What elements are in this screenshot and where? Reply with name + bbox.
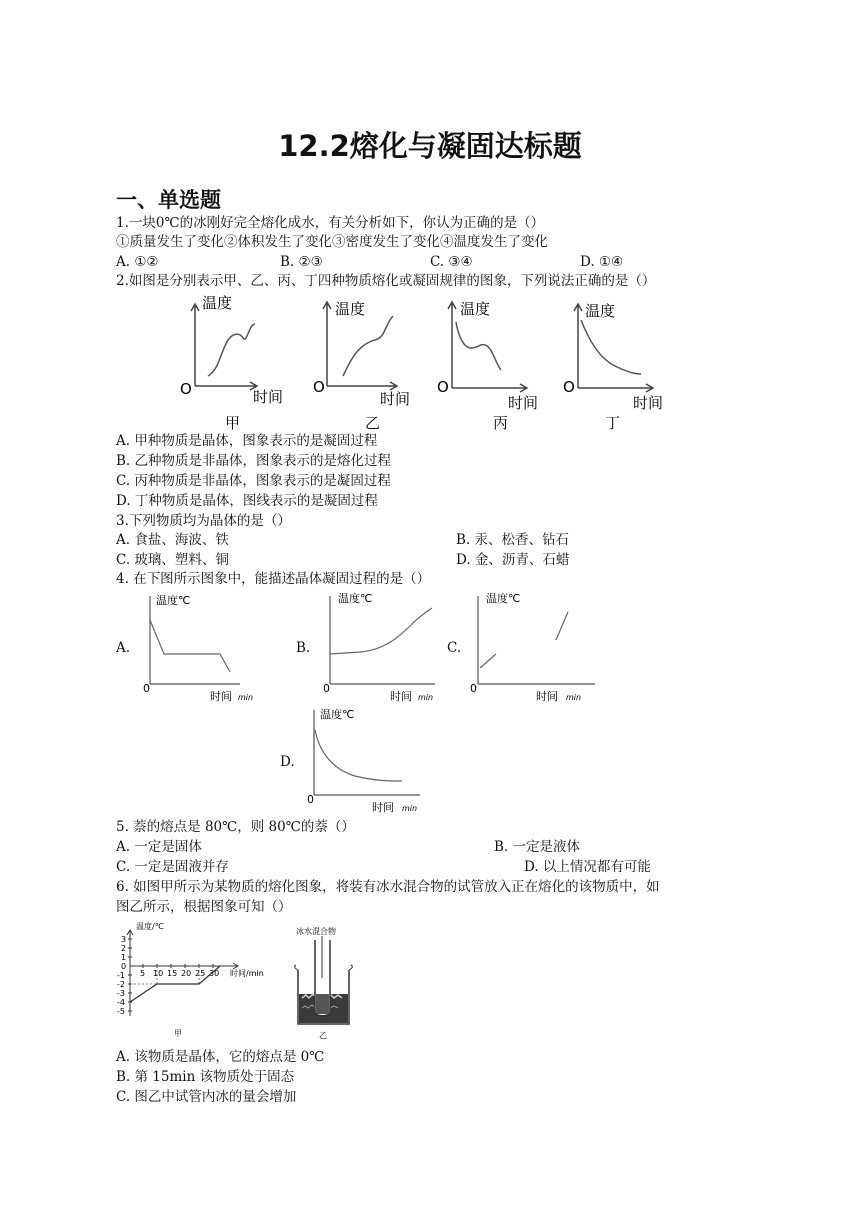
q6-option-a: A. 该物质是晶体，它的熔点是 0℃ xyxy=(116,1049,325,1065)
svg-text:0: 0 xyxy=(470,682,477,695)
q4-stem: 4. 在下图所示图象中，能描述晶体凝固过程的是（） xyxy=(116,571,431,587)
q4-letter-c: C. xyxy=(447,640,462,656)
q4-graph-b xyxy=(323,591,435,703)
q2-caption-yi: 乙 xyxy=(365,414,381,432)
q4-graphs xyxy=(140,590,610,815)
section-heading: 一、单选题 xyxy=(116,188,221,212)
q2-caption-ding: 丁 xyxy=(605,414,621,432)
q2-curve-jia xyxy=(208,324,255,376)
q6-stem-line2: 图乙所示，根据图象可知（） xyxy=(116,899,292,915)
svg-text:min: min xyxy=(566,693,582,702)
q5-option-a: A. 一定是固体 xyxy=(116,839,202,855)
q2-xlabel-ding: 时间 xyxy=(633,394,664,412)
q2-ylabel-bing: 温度 xyxy=(460,300,491,318)
svg-text:时间/min: 时间/min xyxy=(230,969,264,978)
q4-letter-a: A. xyxy=(116,640,131,656)
q2-ylabel-yi: 温度 xyxy=(335,300,366,318)
q2-option-b: B. 乙种物质是非晶体，图象表示的是熔化过程 xyxy=(116,453,392,469)
svg-text:温度℃: 温度℃ xyxy=(156,594,191,607)
svg-text:甲: 甲 xyxy=(174,1029,182,1038)
q2-curve-bing xyxy=(456,322,501,370)
q3-option-c: C. 玻璃、塑料、铜 xyxy=(116,552,229,568)
q2-curve-ding xyxy=(581,320,641,374)
q5-option-b: B. 一定是液体 xyxy=(494,839,581,855)
q2-origin-bing: O xyxy=(437,378,449,396)
svg-text:25: 25 xyxy=(195,969,206,978)
svg-text:10: 10 xyxy=(153,969,164,978)
q2-ylabel-jia: 温度 xyxy=(202,294,233,312)
q2-graph-ding xyxy=(563,302,663,432)
svg-text:-5: -5 xyxy=(117,1007,125,1016)
svg-text:min: min xyxy=(418,693,434,702)
page-title: 12.2熔化与凝固达标题 xyxy=(278,129,582,163)
q5-stem: 5. 萘的熔点是 80℃，则 80℃的萘（） xyxy=(116,819,355,835)
svg-text:时间: 时间 xyxy=(390,690,412,703)
q4-graph-d xyxy=(307,707,420,814)
q4-curve-c xyxy=(480,612,568,668)
svg-text:温度/℃: 温度/℃ xyxy=(136,922,164,931)
q3-stem: 3.下列物质均为晶体的是（） xyxy=(116,513,291,529)
svg-text:5: 5 xyxy=(140,969,146,978)
svg-text:20: 20 xyxy=(181,969,192,978)
q2-stem: 2.如图是分别表示甲、乙、丙、丁四种物质熔化或凝固规律的图象，下列说法正确的是（） xyxy=(116,273,656,289)
q3-option-b: B. 汞、松香、钻石 xyxy=(456,532,570,548)
q2-ylabel-ding: 温度 xyxy=(585,302,616,320)
q2-option-a: A. 甲种物质是晶体，图象表示的是凝固过程 xyxy=(116,433,378,449)
q2-origin-yi: O xyxy=(313,378,325,396)
q6-option-c: C. 图乙中试管内冰的量会增加 xyxy=(116,1089,297,1105)
q4-curve-d xyxy=(315,730,402,781)
q1-option-c: C. ③④ xyxy=(430,254,473,270)
q6-figures xyxy=(116,918,366,1043)
q2-curve-yi xyxy=(343,316,393,376)
svg-text:1: 1 xyxy=(121,953,127,962)
q2-caption-jia: 甲 xyxy=(225,414,241,432)
q2-origin-ding: O xyxy=(563,378,575,396)
q3-option-d: D. 金、沥青、石蜡 xyxy=(456,552,570,568)
q4-curve-a xyxy=(150,620,230,672)
q1-statements: ①质量发生了变化②体积发生了变化③密度发生了变化④温度发生了变化 xyxy=(116,234,548,250)
q4-graph-a xyxy=(143,593,253,703)
q6-stem-line1: 6. 如图甲所示为某物质的熔化图象，将装有冰水混合物的试管放入正在熔化的该物质中，如 xyxy=(116,879,660,895)
q2-xlabel-yi: 时间 xyxy=(380,390,411,408)
svg-text:时间: 时间 xyxy=(536,690,558,703)
q4-curve-b xyxy=(330,608,432,654)
svg-text:-4: -4 xyxy=(117,998,125,1007)
svg-text:3: 3 xyxy=(121,935,127,944)
q2-option-d: D. 丁种物质是晶体，图线表示的是凝固过程 xyxy=(116,493,378,509)
q1-stem: 1.一块0℃的冰刚好完全熔化成水，有关分析如下，你认为正确的是（） xyxy=(116,215,545,231)
svg-text:0: 0 xyxy=(323,682,330,695)
svg-text:温度℃: 温度℃ xyxy=(338,592,373,605)
q2-caption-bing: 丙 xyxy=(493,414,509,432)
q2-graphs xyxy=(175,294,695,434)
q1-option-d: D. ①④ xyxy=(580,254,624,270)
svg-text:0: 0 xyxy=(143,682,150,695)
q2-option-c: C. 丙种物质是非晶体，图象表示的是凝固过程 xyxy=(116,473,391,489)
q5-option-c: C. 一定是固液并存 xyxy=(116,859,229,875)
svg-text:2: 2 xyxy=(121,944,127,953)
svg-text:时间: 时间 xyxy=(372,801,394,814)
svg-text:冰水混合物: 冰水混合物 xyxy=(296,927,336,936)
svg-text:-1: -1 xyxy=(117,971,125,980)
q3-option-a: A. 食盐、海波、铁 xyxy=(116,532,229,548)
svg-text:时间: 时间 xyxy=(210,690,232,703)
q4-graph-c xyxy=(470,591,595,703)
q2-graph-yi xyxy=(313,300,410,432)
q1-option-b: B. ②③ xyxy=(280,254,323,270)
q4-letter-b: B. xyxy=(296,640,311,656)
q6-option-b: B. 第 15min 该物质处于固态 xyxy=(116,1069,295,1085)
svg-text:min: min xyxy=(238,693,254,702)
svg-text:15: 15 xyxy=(167,969,178,978)
q2-graph-jia xyxy=(180,294,283,432)
q2-xlabel-jia: 时间 xyxy=(253,388,284,406)
svg-text:温度℃: 温度℃ xyxy=(486,592,521,605)
q2-xlabel-bing: 时间 xyxy=(508,394,539,412)
svg-text:乙: 乙 xyxy=(319,1031,327,1040)
svg-text:min: min xyxy=(402,804,418,813)
svg-text:-3: -3 xyxy=(117,989,125,998)
svg-text:温度℃: 温度℃ xyxy=(320,708,355,721)
svg-text:0: 0 xyxy=(121,962,127,971)
q1-option-a: A. ①② xyxy=(116,254,159,270)
svg-text:0: 0 xyxy=(307,793,314,806)
svg-text:-2: -2 xyxy=(117,980,125,989)
q4-letter-d: D. xyxy=(280,754,295,770)
q2-graph-bing xyxy=(437,300,538,432)
q2-origin-jia: O xyxy=(180,380,192,398)
q6-graph-jia xyxy=(117,921,264,1038)
q5-option-d: D. 以上情况都有可能 xyxy=(524,859,651,875)
q6-apparatus-yi xyxy=(295,926,353,1040)
svg-text:30: 30 xyxy=(209,969,220,978)
